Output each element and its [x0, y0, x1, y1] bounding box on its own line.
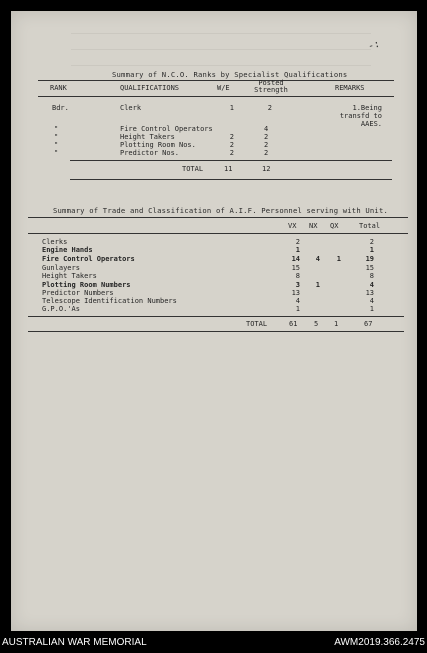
trade-total-nx: 5 — [314, 320, 319, 328]
footer-institution: AUSTRALIAN WAR MEMORIAL — [2, 637, 147, 648]
nco-header-we: W/E — [217, 84, 230, 92]
trade-table-title: Summary of Trade and Classification of A.I.F. Personnel serving with Unit. — [53, 206, 389, 215]
bleed-through-line — [71, 49, 371, 50]
trade-total-cell: 15 — [365, 264, 374, 272]
trade-vx-cell: 1 — [295, 305, 300, 313]
trade-total-cell: 1 — [369, 305, 374, 313]
nco-rank-cell: " — [54, 141, 59, 149]
nco-qual-cell: Predictor Nos. — [120, 149, 180, 157]
trade-header-bottom-rule — [28, 233, 408, 234]
nco-qual-cell: Fire Control Operators — [120, 125, 213, 133]
trade-name-cell: Gunlayers — [42, 264, 80, 272]
archive-footer — [0, 631, 427, 653]
nco-total-we: 11 — [224, 165, 233, 173]
nco-posted-cell: 2 — [267, 104, 272, 112]
trade-vx-cell: 2 — [295, 238, 300, 246]
trade-nx-cell: 4 — [315, 255, 320, 263]
trade-name-cell: Fire Control Operators — [42, 255, 135, 263]
trade-header-vx: VX — [288, 222, 297, 230]
nco-rank-cell: Bdr. — [52, 104, 69, 112]
trade-vx-cell: 13 — [291, 289, 300, 297]
trade-header-total: Total — [359, 222, 381, 230]
nco-remarks-cell: 1.Being transfd to AAES. — [339, 104, 382, 128]
trade-total-qx: 1 — [334, 320, 339, 328]
trade-vx-cell: 14 — [291, 255, 300, 263]
trade-total-label: TOTAL — [246, 320, 268, 328]
nco-we-cell: 2 — [229, 149, 234, 157]
trade-total-cell: 4 — [369, 297, 374, 305]
nco-total-posted: 12 — [262, 165, 271, 173]
trade-name-cell: G.P.O.'As — [42, 305, 80, 313]
trade-total-total: 67 — [364, 320, 373, 328]
trade-total-cell: 19 — [365, 255, 374, 263]
nco-posted-cell: 2 — [264, 133, 269, 141]
trade-total-bottom-rule — [28, 331, 404, 332]
trade-header-top-rule — [28, 217, 408, 218]
trade-name-cell: Predictor Numbers — [42, 289, 114, 297]
trade-vx-cell: 8 — [295, 272, 300, 280]
nco-posted-cell: 4 — [264, 125, 269, 133]
trade-vx-cell: 1 — [295, 246, 300, 254]
trade-name-cell: Height Takers — [42, 272, 97, 280]
trade-total-cell: 1 — [369, 246, 374, 254]
nco-header-posted-strength: Posted Strength — [254, 79, 288, 94]
trade-qx-cell: 1 — [336, 255, 341, 263]
trade-total-cell: 2 — [369, 238, 374, 246]
trade-total-cell: 4 — [369, 281, 374, 289]
nco-rank-cell: " — [54, 125, 59, 133]
trade-name-cell: Plotting Room Numbers — [42, 281, 131, 289]
nco-header-top-rule — [38, 80, 394, 81]
nco-rank-cell: " — [54, 133, 59, 141]
trade-total-cell: 13 — [365, 289, 374, 297]
trade-name-cell: Clerks — [42, 238, 68, 246]
nco-we-cell: 1 — [229, 104, 234, 112]
trade-vx-cell: 4 — [295, 297, 300, 305]
corner-mark: -: — [366, 38, 382, 53]
bleed-through-line — [71, 33, 371, 34]
nco-total-top-rule — [70, 160, 392, 161]
trade-header-qx: QX — [330, 222, 339, 230]
nco-total-bottom-rule — [70, 179, 392, 180]
trade-name-cell: Telescope Identification Numbers — [42, 297, 177, 305]
nco-we-cell: 2 — [229, 133, 234, 141]
nco-qual-cell: Height Takers — [120, 133, 175, 141]
nco-header-qualifications: QUALIFICATIONS — [120, 84, 180, 92]
nco-qual-cell: Plotting Room Nos. — [120, 141, 196, 149]
trade-nx-cell: 1 — [315, 281, 320, 289]
trade-header-nx: NX — [309, 222, 318, 230]
trade-vx-cell: 15 — [291, 264, 300, 272]
nco-rank-cell: " — [54, 149, 59, 157]
nco-we-cell: 2 — [229, 141, 234, 149]
nco-posted-cell: 2 — [264, 149, 269, 157]
trade-total-top-rule — [28, 316, 404, 317]
trade-total-cell: 8 — [369, 272, 374, 280]
nco-posted-cell: 2 — [264, 141, 269, 149]
nco-total-label: TOTAL — [182, 165, 204, 173]
bleed-through-line — [71, 65, 371, 66]
nco-qual-cell: Clerk — [120, 104, 142, 112]
trade-name-cell: Engine Hands — [42, 246, 93, 254]
trade-total-vx: 61 — [289, 320, 298, 328]
nco-header-bottom-rule — [38, 96, 394, 97]
nco-header-rank: RANK — [50, 84, 67, 92]
trade-vx-cell: 3 — [295, 281, 300, 289]
nco-header-remarks: REMARKS — [335, 84, 365, 92]
footer-accession-number: AWM2019.366.2475 — [334, 637, 425, 648]
nco-table-title: Summary of N.C.O. Ranks by Specialist Qualifications — [112, 70, 348, 79]
